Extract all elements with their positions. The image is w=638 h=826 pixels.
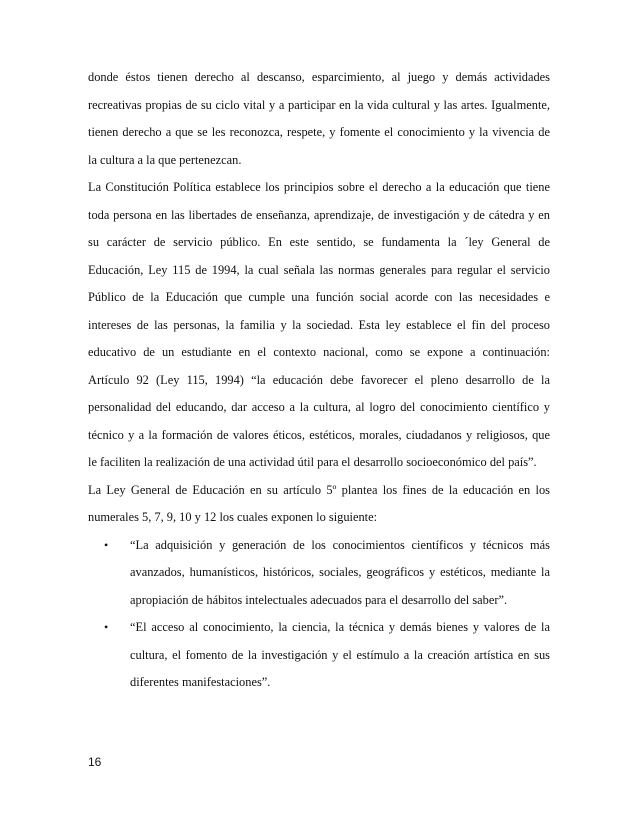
list-item xyxy=(88,532,550,615)
text-line: La Ley General de Educación en su artículo 5º plantea los fines de la educación en los xyxy=(88,482,550,497)
text-line: la cultura a la que pertenezcan. xyxy=(88,152,242,167)
text-line: Artículo 92 (Ley 115, 1994) “la educación debe favorecer el pleno desarrollo de la xyxy=(88,372,550,387)
body-text xyxy=(88,64,550,697)
bullet-list xyxy=(88,532,550,697)
text-line: “La adquisición y generación de los conocimientos científicos y técnicos más xyxy=(130,537,550,552)
text-line: cultura, el fomento de la investigación y el estímulo a la creación artística en sus xyxy=(130,647,550,662)
bullet-icon: • xyxy=(104,537,109,552)
text-line: le faciliten la realización de una actividad útil para el desarrollo socioeconómico del país”. xyxy=(88,455,537,469)
text-line: Público de la Educación que cumple una función social acorde con las necesidades e xyxy=(88,290,550,304)
text-line: tienen derecho a que se les reconozca, respete, y fomente el conocimiento y la vivencia de xyxy=(88,125,550,139)
text-line: intereses de las personas, la familia y la sociedad. Esta ley establece el fin del proceso xyxy=(88,317,550,332)
paragraph-constitution-education xyxy=(88,174,550,477)
text-line: donde éstos tienen derecho al descanso, esparcimiento, al juego y demás actividades xyxy=(88,70,550,84)
paragraph-general-law xyxy=(88,477,550,532)
text-line: La Constitución Política establece los principios sobre el derecho a la educación que tiene xyxy=(88,180,550,194)
text-line: personalidad del educando, dar acceso a la cultura, al logro del conocimiento científico y xyxy=(88,400,550,414)
text-line: Educación, Ley 115 de 1994, la cual señala las normas generales para regular el servicio xyxy=(88,262,550,277)
text-line: numerales 5, 7, 9, 10 y 12 los cuales exponen lo siguiente: xyxy=(88,510,378,524)
text-line: toda persona en las libertades de enseñanza, aprendizaje, de investigación y de cátedra y en xyxy=(88,207,550,222)
bullet-icon: • xyxy=(104,620,109,634)
text-line: técnico y a la formación de valores éticos, estéticos, morales, ciudadanos y religiosos, que xyxy=(88,427,550,442)
text-line: avanzados, humanísticos, históricos, sociales, geográficos y estéticos, mediante la xyxy=(130,565,550,579)
text-line: apropiación de hábitos intelectuales adecuados para el desarrollo del saber”. xyxy=(130,592,508,607)
text-line: “El acceso al conocimiento, la ciencia, la técnica y demás bienes y valores de la xyxy=(130,620,550,634)
paragraph-cultural-rights xyxy=(88,64,550,174)
text-line: su carácter de servicio público. En este sentido, se fundamenta la ´ley General de xyxy=(88,235,550,249)
text-line: recreativas propias de su ciclo vital y a participar en la vida cultural y las artes. Igualmente, xyxy=(88,97,550,112)
list-item xyxy=(88,614,550,697)
text-line: diferentes manifestaciones”. xyxy=(130,675,271,689)
text-line: educativo de un estudiante en el contexto nacional, como se expone a continuación: xyxy=(88,345,550,359)
page-number: 16 xyxy=(88,755,102,769)
